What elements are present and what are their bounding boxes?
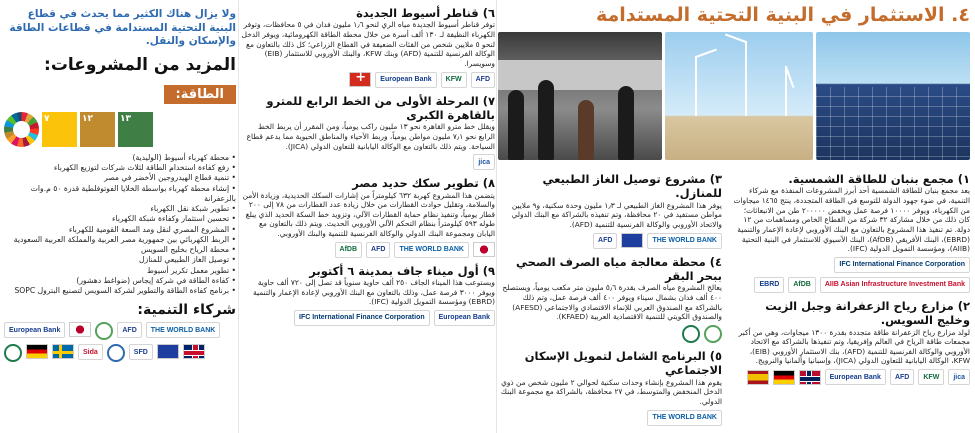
sdg-7-icon: ٧ [42,112,77,147]
afesd-seal-icon [704,325,722,343]
world-bank-logo: THE WORLD BANK [394,242,469,258]
project-title: ٩) أول ميناء جاف بمدينة ٦ أكتوبر [309,263,495,278]
project-title: ٥) البرنامج الشامل لتمويل الإسكان الاجتماعي [524,348,722,378]
ebrd-logo: European Bank [434,310,495,326]
project-description: ويستوعب هذا الميناء الجاف ٢٥٠ ألف حاوية سنوياً قد تصل إلى ٧٢٠ ألف حاوية ويوفر ٣٠٠٠ فرصة عمل، وذلك بالتعاون مع البنك الأوروبي لإعادة الإعمار والتنمية (EBRD) ومؤسسة التمويل الدولية (IFC). [253,278,495,307]
project-description: يقوم هذا المشروع بإنشاء وحدات سكنية لحوالي ٢ مليون شخص من ذوي الدخل المنخفض والمتوسط، في ٢٧ محافظة، بالشراكة مع مجموعة البنك الدولي. [500,377,722,406]
project-title: ٦) قناطر أسيوط الجديدة [356,6,495,20]
project-title: ٤) محطة معالجة مياه الصرف الصحي ببحر البقر [516,254,722,283]
jica-logo: jica [473,154,495,170]
list-item: • المشروع المصري لنقل ومد السعة القومية للكهرباء [4,225,236,235]
ifc-logo: IFC International Finance Corporation [294,310,430,326]
column-divider [496,0,497,433]
partner-seal-icon [4,344,22,362]
list-item: • محطة الرياح بخليج السويس [4,245,236,255]
turbine [745,41,747,116]
project-title: ٧) المرحلة الأولى من الخط الرابع للمترو بالقاهرة الكبرى [266,93,495,122]
more-projects-column [4,0,236,433]
turbine-blade [696,49,717,58]
project-item-9 [240,264,495,326]
list-item: • كفاءة الطاقة في شركة إيجاس (ضواغط دهشور) [4,276,236,286]
world-bank-logo: THE WORLD BANK [647,233,722,249]
project-description: يوفر هذا المشروع الغاز الطبيعي لـ ١٫٣ مليون وحدة سكنية، و٩ ملايين مواطن مستفيد في ٢٠ محافظة، وتم تنفيذه بالشراكة مع البنك الدولي والاتحاد الأوروبي والوكالة الفرنسية للتنمية (AFD). [511,200,722,229]
energy-projects-list [4,153,236,297]
eu-flag-icon [621,233,643,248]
turbine-blade [725,34,746,43]
kfaed-seal-icon [682,325,700,343]
afd-logo: AFD [117,322,141,338]
project-description: توفر قناطر أسيوط الجديدة مياه الري لنحو ١٫٦ مليون فدان في ٥ محافظات، وتوفر الكهرباء النظيفة لـ ١٣٠ ألف أسرة من خلال محطة الطاقة الكهرومائية، ويوفر الدخل لنحو ٥ ملايين شخص من الفئات الضعيفة في القطاع الزراعي؛ كل ذلك بالتعاون مع الوكالة الفرنسية للتنمية (AFD) وبنك KFW، والبنك الأوروبي للاستثمار (EIB) وسويسرا. [241,20,495,68]
partner-logos [240,242,495,258]
section-4-column [498,0,970,433]
photo-strip [498,32,970,160]
aiib-logo: AIIB Asian Infrastructure Investment Bank [820,277,970,293]
germany-flag-icon [773,370,795,385]
partner-logos [240,154,495,170]
germany-flag-icon [26,344,48,359]
section-4-continued-column [240,0,495,433]
afd-logo: AFD [471,72,495,88]
spain-flag-icon [747,370,769,385]
ifc-logo: IFC International Finance Corporation [834,257,970,273]
metro-train [498,60,662,90]
turbine [695,56,697,116]
partner-logos [732,257,970,293]
commuter [618,86,634,160]
sfd-logo: SFD [129,344,153,360]
energy-badge-row [4,75,236,104]
switzerland-flag-icon [349,72,371,87]
project-description: يعد مجمع بنبان للطاقة الشمسية أحد أبرز المشروعات المنفذة مع شركاء التنمية، في ضوء جهود الدولة للتوسع في الطاقة المتجددة، ينتج ١٤٦٥ ميجاوات من الكهرباء، ويوفر ١٠٠٠٠ فرصة عمل ويخفض ٢٠٠٠٠٠ طن من الانبعاثات؛ كان ذلك من خلال مشاركة ٣٢ شركة من القطاع الخاص ومساهمات من ١٢ دولة. تم تنفيذ هذا المشروع بالتعاون مع البنك الأوروبي لإعادة الإعمار والتنمية (EBRD)، البنك الأفريقي (AfDB)، البنك الآسيوي للاستثمار في البنية التحتية (AIIB)، ومؤسسة التمويل الدولية (IFC). [733,186,970,254]
wind-turbines-photo [665,32,813,160]
partner-logos [240,310,495,326]
solar-panel-grid [816,87,970,160]
project-title: ٨) تطوير سكك حديد مصر [352,176,495,191]
commuter [578,100,594,160]
partners-logos [4,322,236,362]
eib-logo: European Bank [825,369,886,385]
sweden-flag-icon [52,344,74,359]
project-item-5 [498,349,722,426]
sdg-12-icon: ١٢ [80,112,115,147]
project-item-7 [240,94,495,171]
solar-panels-photo [816,32,970,160]
partner-logos [498,410,722,426]
list-item: • برنامج كفاءة الطاقة والتطوير لشركة السويس لتصنيع البترول SOPC [4,286,236,296]
section-title: ٤. الاستثمار في البنية التحتية المستدامة [595,4,970,26]
intro-text: ولا يزال هناك الكثير مما يحدث في قطاع البنية التحتية المستدامة في قطاعات الطاقة والإسكان والنقل. [9,8,236,48]
partner-logos [498,325,722,343]
project-title: ١) مجمع بنبان للطاقة الشمسية. [788,172,970,186]
project-item-8 [240,176,495,258]
partner-logos [240,72,495,88]
commuter [538,80,554,160]
project-item-6 [240,6,495,88]
metro-photo [498,32,662,160]
afdb-logo: AfDB [335,242,363,258]
sdg-icons [4,112,236,147]
list-item: • تطوير معمل تكرير أسيوط [4,266,236,276]
list-item: • تنمية قطاع الهيدروجين الأخضر في مصر [4,173,236,183]
japan-flag-icon [473,242,495,257]
afd-logo: AFD [593,233,617,249]
partner-seal-icon [95,322,113,340]
project-item-2 [732,299,970,385]
column-divider [238,0,239,433]
list-item: • إنشاء محطة كهرباء بواسطة الخلايا الفوتوفلطية قدرة ٥٠ م.وات بالزعفرانة [4,184,236,205]
list-item: • الربط الكهربائي بين جمهورية مصر العربية والمملكة العربية السعودية [4,235,236,245]
partners-title: شركاء التنمية: [137,302,236,319]
kfw-logo: KFW [441,72,467,88]
project-description: يعالج المشروع مياه الصرف بقدرة ٥٫٦ مليون متر مكعب يومياً، ويستصلح ٤٠٠ ألف فدان بشمال سيناء ويوفر ٤٠٠ ألف فرصة عمل، وتم ذلك بالشراكة مع الصندوق العربي للإنماء الاقتصادي والاجتماعي (AFESD) والصندوق الكويتي للتنمية الاقتصادية العربية (KFAED). [502,283,722,322]
uk-flag-icon [183,344,205,359]
items-left [498,166,722,426]
afdb-logo: AfDB [788,277,816,293]
project-item-1 [732,172,970,293]
ebrd-logo: EBRD [754,277,784,293]
world-bank-logo: THE WORLD BANK [146,322,221,338]
project-description: ويقلل خط مترو القاهرة نحو ١٣ مليون راكب يومياً، ومن المقرر أن يربط الخط الرابع نحو ٧٫١ مليون مواطن يومياً، وربط الأحياء والمناطق الحيوية مما يدعم قطاع السياحة. ويتم ذلك بالتعاون مع الوكالة اليابانية للتعاون الدولي (JICA). [246,122,495,151]
items-right [732,166,970,426]
list-item: • محطة كهرباء أسيوط (الوليدية) [4,153,236,163]
norway-flag-icon [799,370,821,385]
eib-logo: European Bank [4,322,65,338]
sdg-13-icon: ١٣ [118,112,153,147]
project-title: ٢) مزارع رياح الزعفرانة وجبل الزيت وخليج السويس. [765,298,970,328]
eu-flag-icon [157,344,179,359]
list-item: • تحسين استثمار وكفاءة شبكة الكهرباء [4,214,236,224]
more-projects-title: المزيد من المشروعات: [44,54,236,75]
eib-logo: European Bank [375,72,436,88]
list-item: • تطوير شبكة نقل الكهرباء [4,204,236,214]
partner-seal-icon [107,344,125,362]
energy-badge: الطاقة: [164,85,236,104]
partner-logos [732,369,970,385]
kfw-logo: KFW [918,369,944,385]
afd-logo: AFD [366,242,390,258]
japan-flag-icon [69,322,91,337]
partner-logos [498,233,722,249]
project-item-3 [498,172,722,249]
project-description: لولد مزارع رياح الزعفرانة طاقة متجددة بقدرة ١٣٠٠ ميجاوات، وهي من أكبر مجمعات طاقة الرياح في العالم وإفريقيا، وتم تنفيذها بالشراكة مع الاتحاد الأوروبي والوكالة الفرنسية للتنمية (AFD)، بنك الاستثمار الأوروبي (EIB)، KFW، الوكالة اليابانية للتعاون الدولي (JICA)، وإسبانيا وألمانيا والنرويج. [738,327,970,366]
project-title: ٣) مشروع توصيل الغاز الطبيعي للمنازل. [542,172,722,201]
sida-logo: Sida [78,344,103,360]
items-grid [498,166,970,426]
project-description: يتضمن هذا المشروع كهربة ٦٣٢ كيلومتراً من إشارات السكك الحديدية، وزيادة الأمن والسلامة، وتقليل حوادث القطارات من خلال زيادة عدد القطارات من ٧٨ إلى ٢٠٠ قطار يومياً، وتنفيذ نظام حماية القطارات الآلي، وتزويد خط السكة الحديد الذي يبلغ طوله ٥٩٣ كيلومتراً بنظام التحكم الآلي الأوروبي الحديث. ويتم ذلك بالتعاون مع اليابان ومجموعة البنك الدولي والوكالة الفرنسية للتنمية والبنك الأوروبي. [242,190,495,238]
jica-logo: jica [948,369,970,385]
sdg-wheel-icon [4,112,39,147]
commuter [508,90,524,160]
afd-logo: AFD [890,369,914,385]
list-item: • رفع كفاءة استخدام الطاقة لثلاث شركات لتوزيع الكهرباء [4,163,236,173]
list-item: • توصيل الغاز الطبيعي للمنازل [4,255,236,265]
project-item-4 [498,255,722,343]
world-bank-logo: THE WORLD BANK [647,410,722,426]
